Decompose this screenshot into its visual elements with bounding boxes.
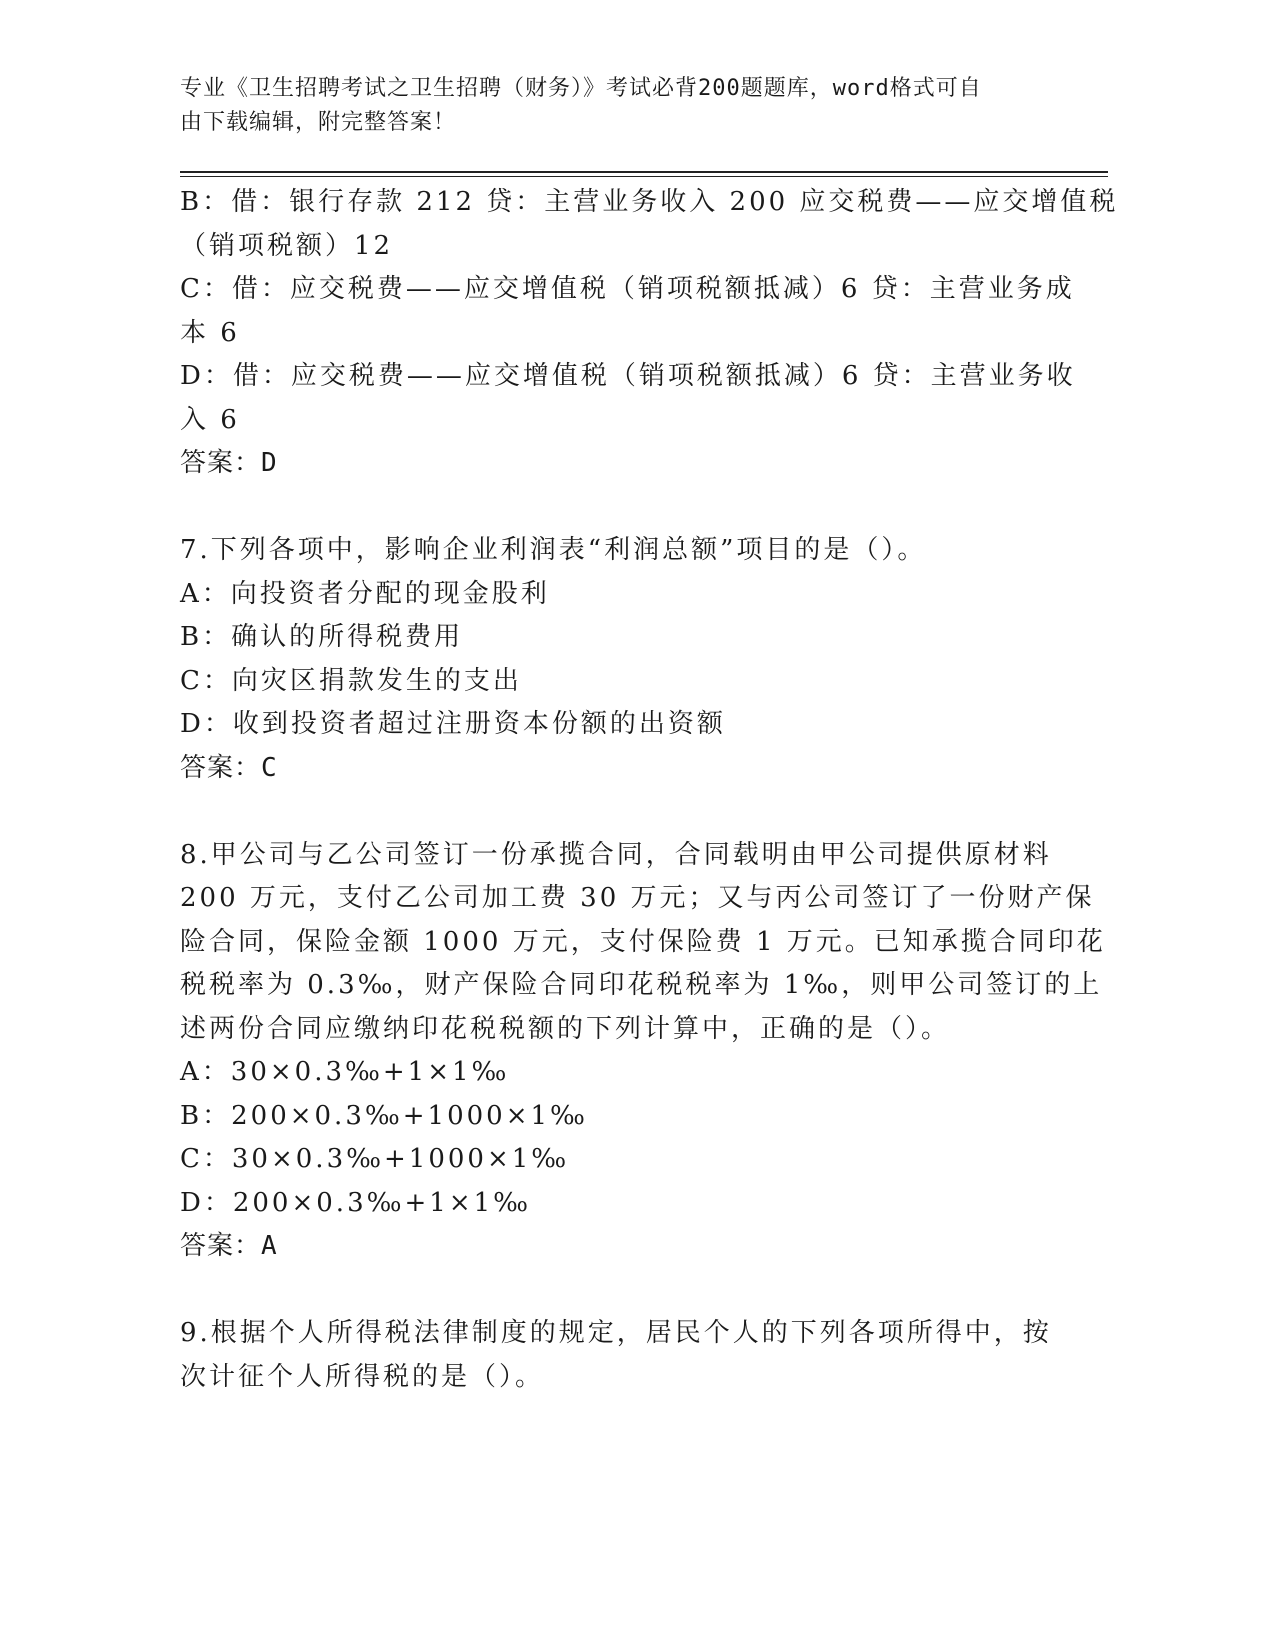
q7-option-d: D：收到投资者超过注册资本份额的出资额: [180, 709, 726, 739]
q7-option-b: B：确认的所得税费用: [180, 622, 464, 652]
q8-question-line-3: 险合同，保险金额 1000 万元，支付保险费 1 万元。已知承揽合同印花: [180, 926, 1106, 957]
q6-option-b-line-1: B：借：银行存款 212 贷：主营业务收入 200 应交税费——应交增值税: [180, 187, 1119, 217]
q8-option-a: A：30×0.3‰+1×1‰: [180, 1057, 510, 1087]
spacer: [180, 1269, 1030, 1313]
q8-question-line-5: 述两份合同应缴纳印花税税额的下列计算中，正确的是（）。: [180, 1013, 951, 1044]
header-divider-thin: [180, 176, 1108, 177]
q6-answer: 答案：D: [180, 448, 278, 478]
q8-question-line-4: 税税率为 0.3‰，财产保险合同印花税税率为 1‰，则甲公司签订的上: [180, 970, 1103, 1000]
q6-option-b-line-2: （销项税额）12: [180, 230, 394, 261]
q6-option-d-line-2: 入 6: [180, 404, 240, 435]
question-8: [180, 834, 1106, 1269]
q7-answer: 答案：C: [180, 752, 278, 783]
q6-option-d-line-1: D：借：应交税费——应交增值税（销项税额抵减）6 贷：主营业务收: [180, 361, 1076, 391]
question-6: [180, 181, 1119, 486]
spacer: [180, 486, 1030, 530]
q7-option-a: A：向投资者分配的现金股利: [180, 578, 550, 609]
q6-option-c-line-2: 本 6: [180, 317, 240, 348]
q7-question: 7.下列各项中，影响企业利润表“利润总额”项目的是（）。: [180, 535, 927, 565]
q8-option-b: B：200×0.3‰+1000×1‰: [180, 1100, 588, 1131]
q8-answer: 答案：A: [180, 1231, 278, 1261]
q8-option-c: C：30×0.3‰+1000×1‰: [180, 1144, 570, 1174]
header-title-line-1: 专业《卫生招聘考试之卫生招聘（财务）》考试必背200题题库，word格式可自: [180, 76, 982, 101]
header-divider-thick: [180, 171, 1108, 173]
q8-question-line-1: 8.甲公司与乙公司签订一份承揽合同，合同载明由甲公司提供原材料: [180, 839, 1052, 870]
question-7: [180, 529, 1030, 790]
document-body: [180, 181, 1119, 1399]
q8-question-line-2: 200 万元，支付乙公司加工费 30 万元；又与丙公司签订了一份财产保: [180, 883, 1095, 913]
q9-question-line-1: 9.根据个人所得税法律制度的规定，居民个人的下列各项所得中，按: [180, 1318, 1052, 1348]
q6-option-c-line-1: C：借：应交税费——应交增值税（销项税额抵减）6 贷：主营业务成: [180, 274, 1075, 304]
document-header: [180, 72, 1030, 140]
q8-option-d: D：200×0.3‰+1×1‰: [180, 1187, 532, 1218]
header-title-line-2: 由下载编辑，附完整答案！: [180, 110, 457, 135]
q7-option-c: C：向灾区捐款发生的支出: [180, 665, 522, 696]
question-9: [180, 1312, 1052, 1399]
q9-question-line-2: 次计征个人所得税的是（）。: [180, 1361, 545, 1392]
spacer: [180, 790, 1030, 834]
